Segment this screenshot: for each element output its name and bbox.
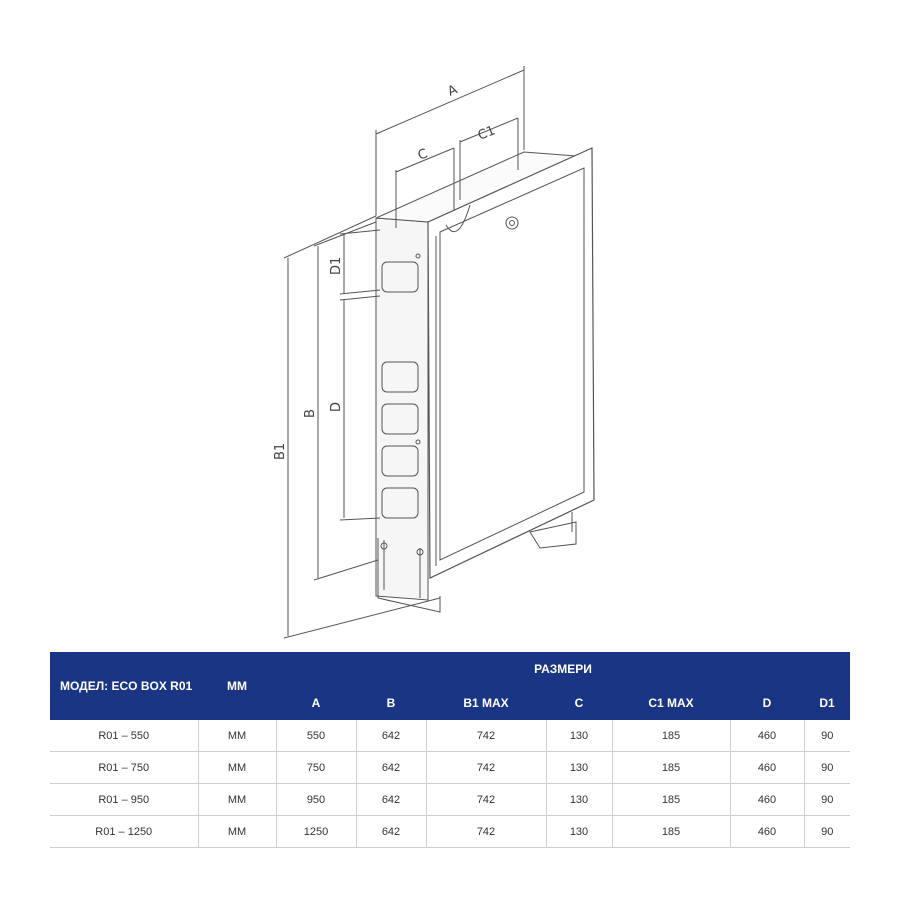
cell-model: R01 – 750 — [50, 752, 198, 784]
table-row — [50, 816, 850, 848]
cell-unit: ММ — [198, 816, 276, 848]
cell-value: 460 — [730, 816, 804, 848]
cell-value: 90 — [804, 720, 850, 752]
table-row — [50, 752, 850, 784]
cell-value: 460 — [730, 784, 804, 816]
dim-label-d: D — [329, 401, 344, 412]
header-col: D — [730, 686, 804, 720]
cell-value: 185 — [612, 784, 730, 816]
cell-value: 130 — [546, 720, 612, 752]
dim-label-a: A — [445, 82, 460, 100]
cell-value: 185 — [612, 720, 730, 752]
cell-value: 950 — [276, 784, 356, 816]
cell-value: 642 — [356, 720, 426, 752]
cell-value: 642 — [356, 752, 426, 784]
cell-value: 90 — [804, 784, 850, 816]
header-col: B1 MAX — [426, 686, 546, 720]
header-model: МОДЕЛ: ECO BOX R01 — [50, 652, 198, 720]
dim-label-c1: C1 — [475, 123, 498, 144]
dim-label-b: B — [303, 409, 318, 418]
cell-model: R01 – 550 — [50, 720, 198, 752]
dim-label-b1: B1 — [273, 442, 288, 460]
header-col: C1 MAX — [612, 686, 730, 720]
cell-value: 185 — [612, 752, 730, 784]
header-dimensions-group: РАЗМЕРИ — [276, 652, 850, 686]
cell-value: 642 — [356, 784, 426, 816]
cell-value: 185 — [612, 816, 730, 848]
dim-label-c: C — [415, 146, 430, 164]
cell-value: 130 — [546, 784, 612, 816]
header-col: C — [546, 686, 612, 720]
cell-value: 90 — [804, 752, 850, 784]
cell-value: 550 — [276, 720, 356, 752]
cell-value: 1250 — [276, 816, 356, 848]
header-unit: ММ — [198, 652, 276, 720]
cell-unit: ММ — [198, 720, 276, 752]
cell-unit: ММ — [198, 752, 276, 784]
cell-value: 90 — [804, 816, 850, 848]
table-row — [50, 784, 850, 816]
cell-value: 460 — [730, 720, 804, 752]
table-row — [50, 720, 850, 752]
dimensions-table — [50, 652, 850, 848]
cell-value: 742 — [426, 816, 546, 848]
dim-label-d1: D1 — [329, 256, 344, 275]
header-col: D1 — [804, 686, 850, 720]
cell-value: 460 — [730, 752, 804, 784]
cell-value: 642 — [356, 816, 426, 848]
cell-model: R01 – 950 — [50, 784, 198, 816]
cell-value: 750 — [276, 752, 356, 784]
cell-value: 742 — [426, 720, 546, 752]
cell-value: 742 — [426, 784, 546, 816]
header-col: A — [276, 686, 356, 720]
cell-model: R01 – 1250 — [50, 816, 198, 848]
cell-value: 742 — [426, 752, 546, 784]
cell-unit: ММ — [198, 784, 276, 816]
cell-value: 130 — [546, 816, 612, 848]
cell-value: 130 — [546, 752, 612, 784]
header-col: B — [356, 686, 426, 720]
cabinet-door — [440, 168, 584, 560]
